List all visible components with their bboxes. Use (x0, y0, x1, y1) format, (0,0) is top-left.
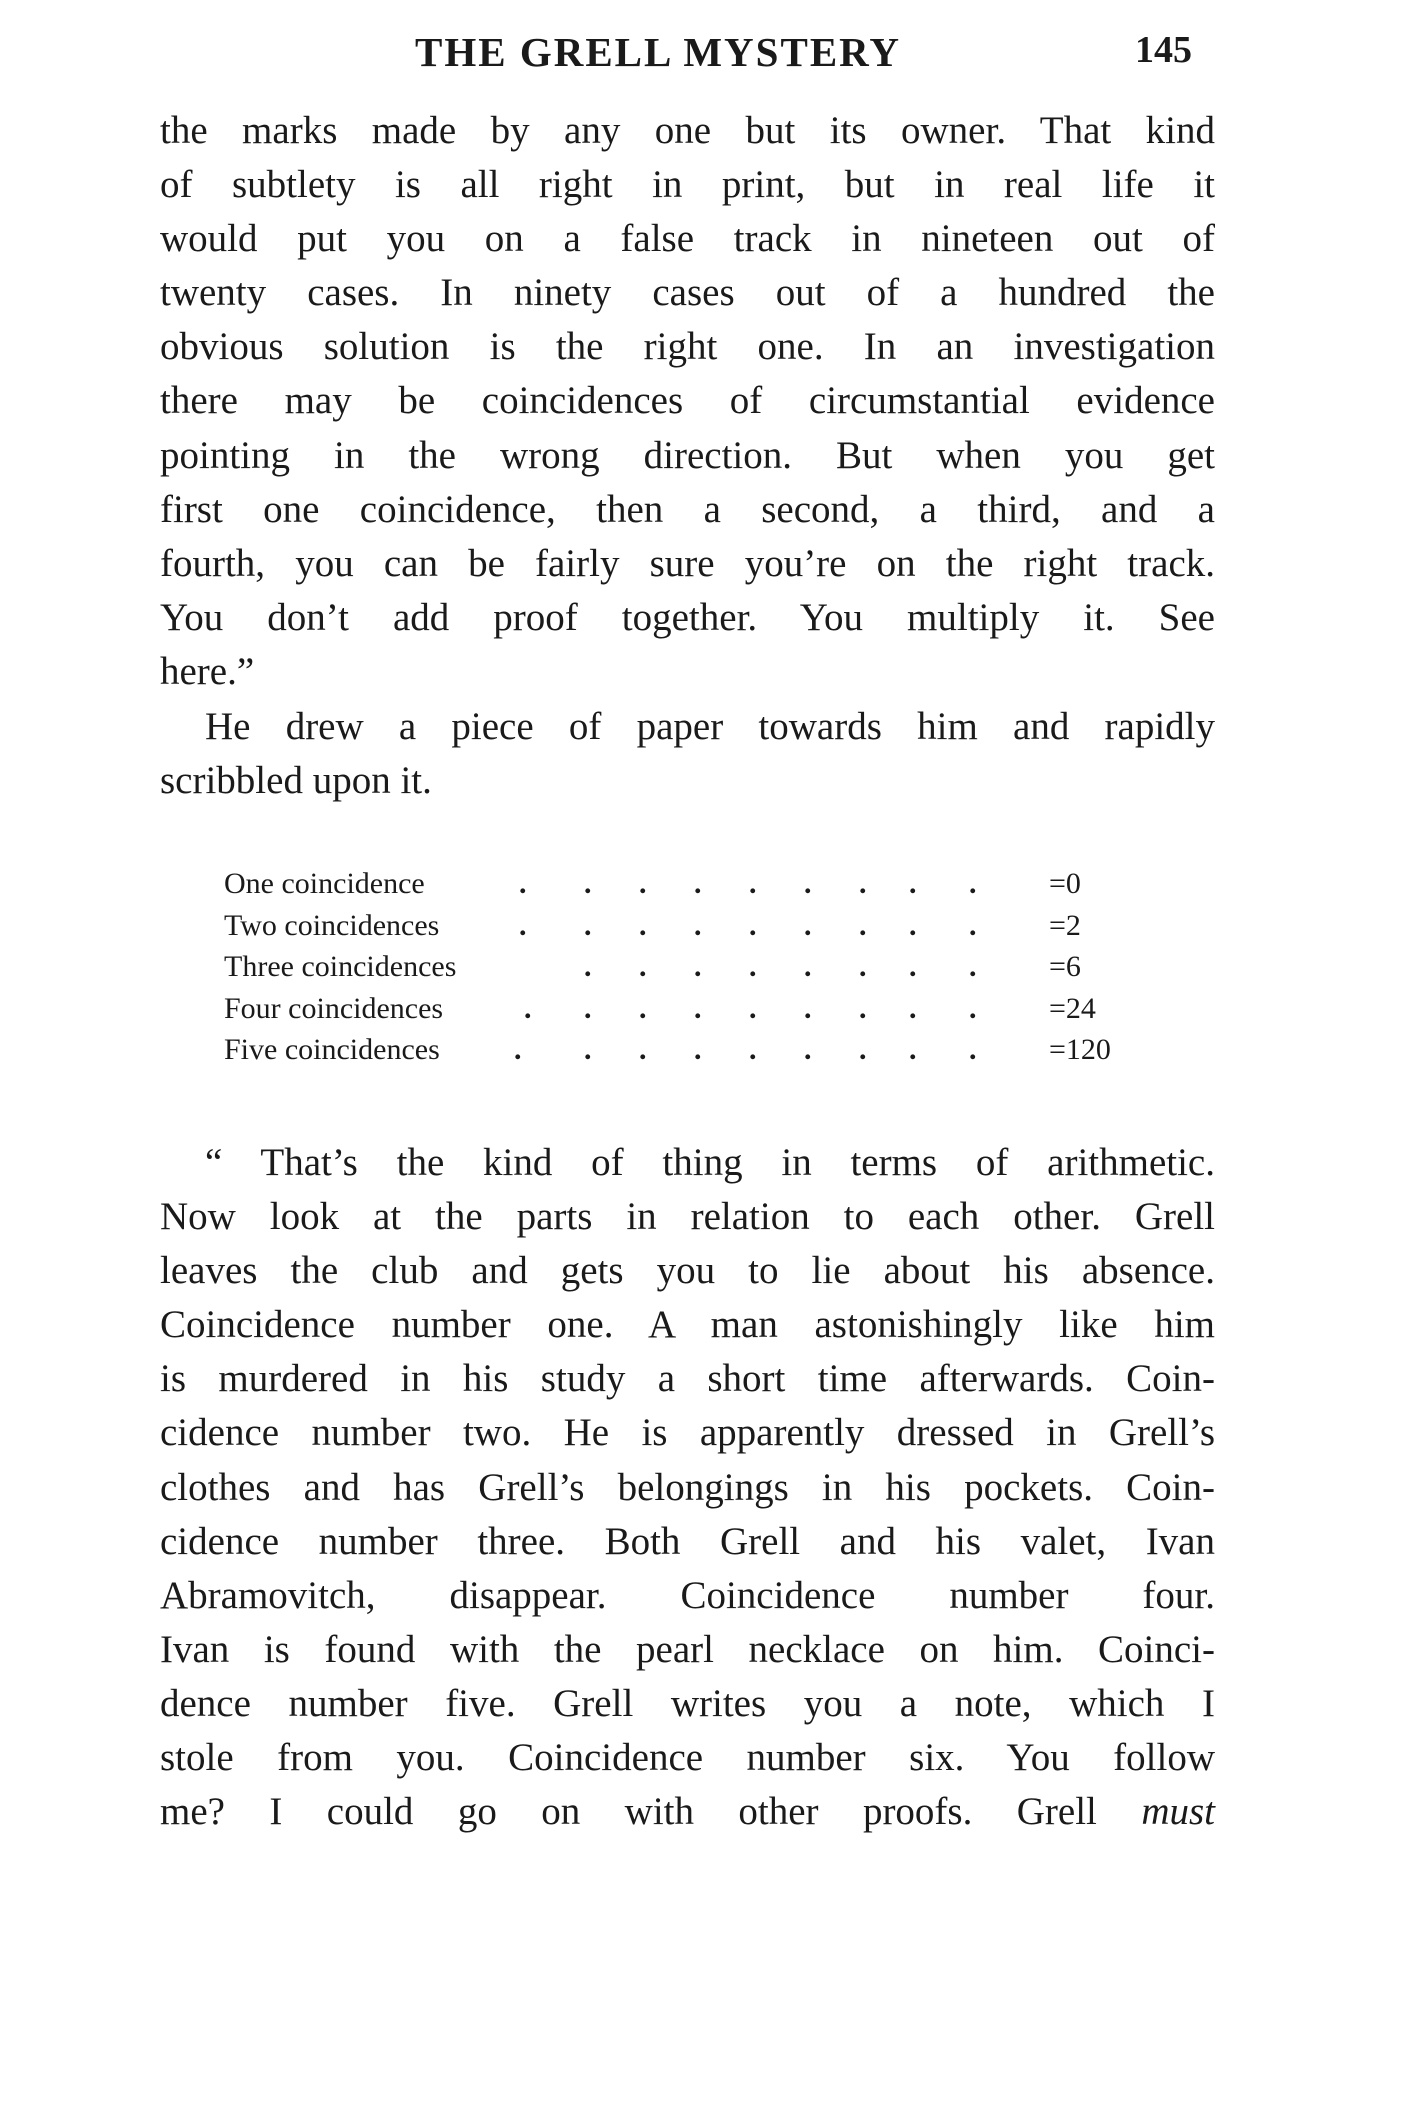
text-line: dence number five. Grell writes you a note, which I (160, 1681, 1215, 1725)
text-line: first one coincidence, then a second, a third, and a (160, 487, 1215, 531)
text-line: the marks made by any one but its owner. That kind (160, 109, 1215, 152)
dot-leader: . . . . . . . . . (519, 867, 977, 900)
table-row (224, 909, 1144, 951)
final-line (160, 1785, 1215, 1839)
row-value: =0 (1049, 867, 1081, 900)
row-label: Two coincidences (224, 908, 440, 942)
text-line: me? I could go on with other proofs. Grell (160, 1790, 1097, 1834)
text-line: twenty cases. In ninety cases out of a hundred the (160, 271, 1215, 315)
text-line: is murdered in his study a short time afterwards. Coin- (160, 1357, 1215, 1401)
text-line: cidence number two. He is apparently dressed in Grell’s (160, 1411, 1215, 1455)
text-line: pointing in the wrong direction. But when you get (160, 433, 1215, 477)
dot-leader: . . . . . . . . (584, 950, 977, 983)
row-value: =120 (1049, 1033, 1111, 1066)
text-line: cidence number three. Both Grell and his valet, Ivan (160, 1519, 1215, 1563)
dot-leader: . . . . . . . . . (524, 991, 977, 1025)
table-row (224, 992, 1144, 1034)
page-number: 145 (1135, 29, 1192, 71)
row-label: Four coincidences (224, 991, 444, 1025)
text-line: of subtlety is all right in print, but in real life it (160, 163, 1215, 207)
row-value: =6 (1049, 950, 1081, 983)
text-line: Ivan is found with the pearl necklace on him. Coinci- (160, 1627, 1215, 1671)
coincidence-table (224, 867, 1144, 1075)
row-value: =24 (1049, 991, 1096, 1025)
paragraph-2 (160, 700, 1215, 808)
page-header (0, 28, 1414, 78)
text-line: clothes and has Grell’s belongings in his pockets. Coin- (160, 1465, 1215, 1509)
text-line: Now look at the parts in relation to each other. Grell (160, 1195, 1215, 1239)
text-line: here.” (160, 649, 255, 693)
text-line: fourth, you can be fairly sure you’re on the right track. (160, 541, 1215, 585)
italic-word: must (1141, 1790, 1216, 1834)
paragraph-3 (160, 1136, 1215, 1839)
row-label: One coincidence (224, 867, 425, 900)
text-line: leaves the club and gets you to lie about his absence. (160, 1249, 1215, 1293)
row-value: =2 (1049, 908, 1081, 942)
text-line: would put you on a false track in nineteen out of (160, 217, 1215, 261)
text-line: “ That’s the kind of thing in terms of arithmetic. (205, 1141, 1215, 1184)
table-row (224, 950, 1144, 992)
text-line: stole from you. Coincidence number six. You follow (160, 1736, 1215, 1780)
text-line: Abramovitch, disappear. Coincidence number four. (160, 1573, 1215, 1617)
text-line: there may be coincidences of circumstantial evidence (160, 379, 1215, 423)
paragraph-1 (160, 104, 1215, 699)
text-line: Coincidence number one. A man astonishingly like him (160, 1303, 1215, 1347)
running-title: THE GRELL MYSTERY (415, 29, 901, 75)
table-row (224, 1033, 1144, 1075)
text-line: scribbled upon it. (160, 759, 432, 803)
text-line: You don’t add proof together. You multiply it. See (160, 595, 1215, 639)
row-label: Five coincidences (224, 1033, 440, 1066)
text-line: obvious solution is the right one. In an investigation (160, 325, 1215, 369)
row-label: Three coincidences (224, 950, 457, 983)
table-row (224, 867, 1144, 909)
text-line: He drew a piece of paper towards him and rapidly (205, 705, 1215, 748)
dot-leader: . . . . . . . . . (519, 908, 977, 942)
dot-leader: . . . . . . . . . (514, 1033, 977, 1066)
